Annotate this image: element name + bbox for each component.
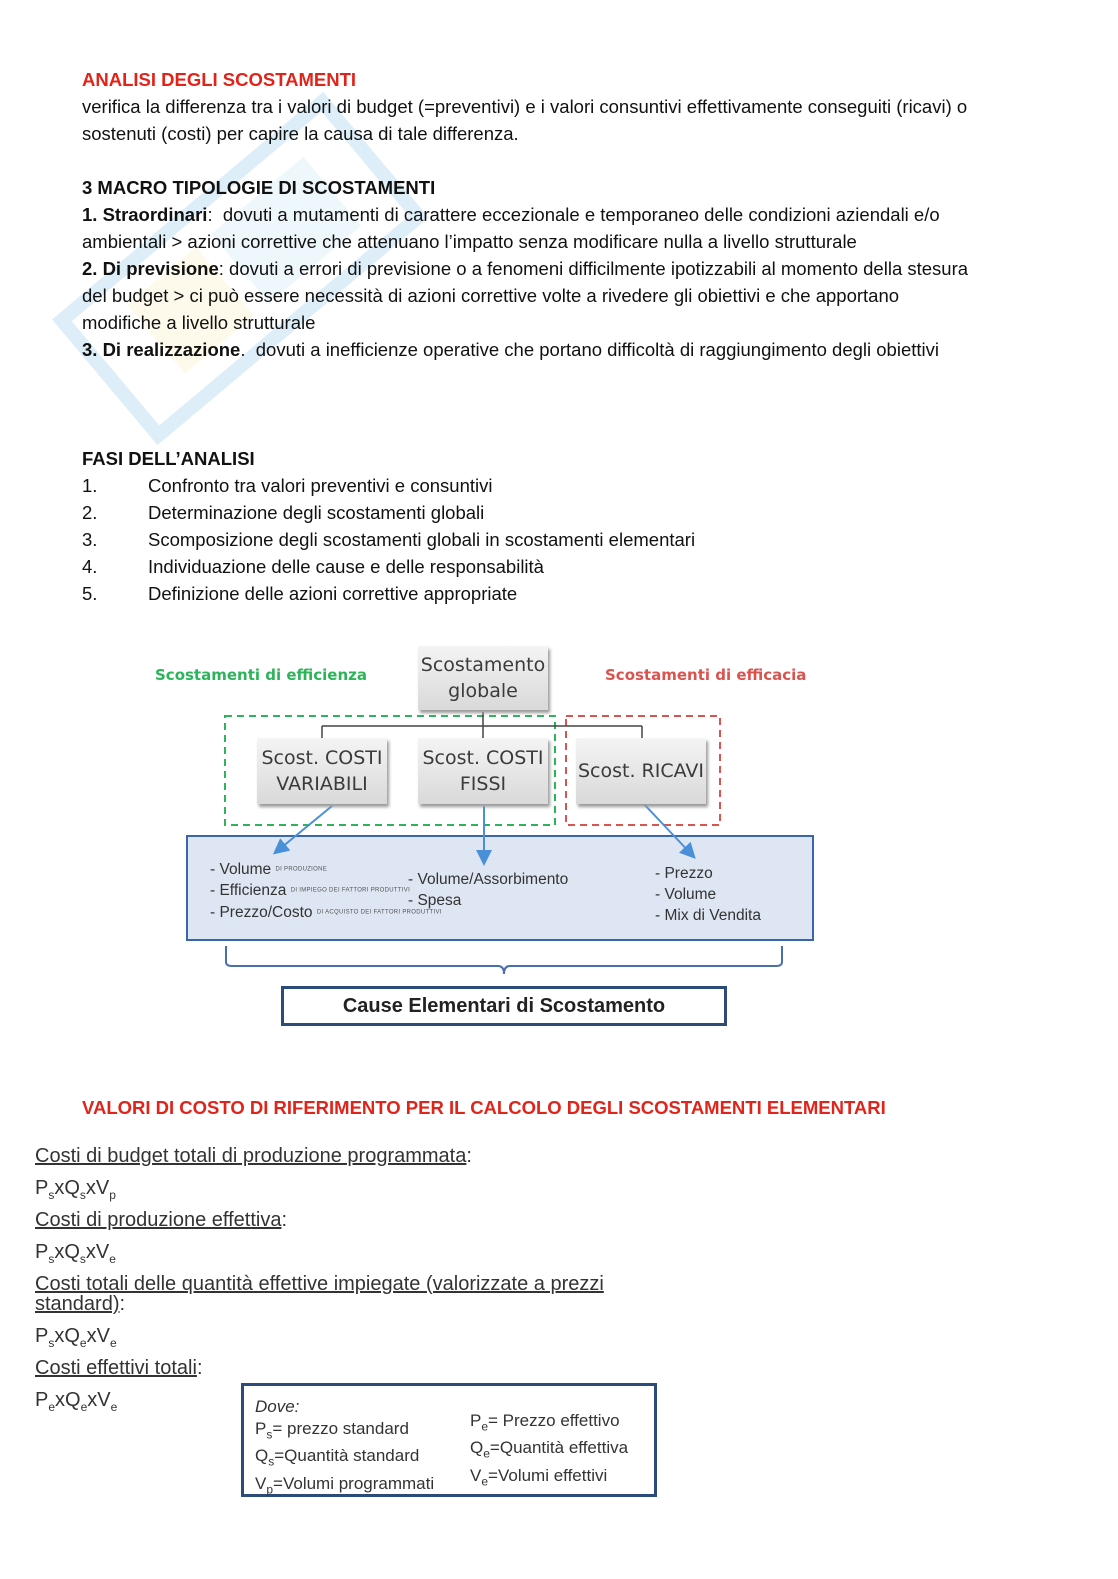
legend-text: =Quantità effettiva [489,1438,629,1458]
causes-variabili [210,859,442,923]
formula-label-row [35,1274,735,1294]
list-item [210,902,442,923]
tipologia-item [82,201,982,255]
section-title-valori: VALORI DI COSTO DI RIFERIMENTO PER IL CALCOLO DEGLI SCOSTAMENTI ELEMENTARI [82,1097,886,1118]
list-item [82,472,982,499]
legend-text: =Volumi programmati [273,1473,435,1493]
box-line: Scost. COSTI [422,747,544,769]
label-efficacia: Scostamenti di efficacia [605,666,807,684]
list-item: - Spesa [408,892,462,909]
legend-row: $V_p=Volumi$ programmati [255,1473,435,1497]
step-number: 5. [82,583,98,604]
legend-row: $Q_e=Quantità$ effettiva [470,1438,629,1461]
legend-row: $P_e=$ Prezzo effettivo [470,1411,620,1434]
section-body-analisi: verifica la differenza tra i valori di budget (=preventivi) e i valori consuntivi effettivamente conseguiti (ricavi) o sostenuti (costi) per capire la causa di tale differenza. [82,96,968,144]
box-line: Scostamento [420,654,546,676]
box-costi-fissi [418,738,548,804]
formulas-block [35,1140,735,1416]
list-item [82,553,982,580]
box-ricavi: Scost. RICAVI [576,738,706,804]
list-item: - Volume [655,886,717,903]
formula-label-row: standard): [35,1293,126,1315]
formula-row: $P_sxQ_sxV_e$ [35,1241,116,1266]
legend-box [241,1383,657,1497]
formula-label-row: Costi di budget totali di produzione programmata: [35,1145,472,1167]
tipologia-separator: . [240,339,256,360]
formula-label: Costi totali delle quantità effettive impiegate (valorizzate a prezzi [35,1273,604,1295]
section-valori-costo [82,1094,982,1121]
formula-label: standard) [35,1293,120,1315]
step-number: 1. [82,475,98,496]
tipologia-text: dovuti a inefficienze operative che portano difficoltà di raggiungimento degli obiettivi [255,339,939,360]
list-item [82,580,982,607]
section-title-macro: 3 MACRO TIPOLOGIE DI SCOSTAMENTI [82,177,436,198]
label-efficienza: Scostamenti di efficienza [155,666,367,684]
scostamenti-diagram [150,640,830,1040]
list-item [210,859,442,880]
legend-row: $V_e=Volumi$ effettivi [470,1465,608,1489]
brace-icon [226,946,782,974]
box-line: Scost. COSTI [261,747,383,769]
cause-note: DI ACQUISTO DEI FATTORI PRODUTTIVI [316,909,442,916]
section-macro-tipologie [82,174,982,363]
causes-ricavi [655,863,761,926]
step-text: Definizione delle azioni correttive appropriate [148,583,518,604]
step-text: Determinazione degli scostamenti globali [148,502,485,523]
fasi-list [82,472,982,607]
list-item [82,499,982,526]
list-item: - Volume/Assorbimento [408,871,569,888]
cause-elementari-box: Cause Elementari di Scostamento [281,986,727,1026]
legend-col-effettivo [470,1410,628,1492]
section-title-fasi: FASI DELL’ANALISI [82,448,255,469]
box-line: globale [448,680,518,702]
step-text: Individuazione delle cause e delle responsabilità [148,556,544,577]
formula-label: Costi effettivi totali [35,1357,197,1379]
tipologia-label: 3. Di realizzazione [82,339,241,360]
legend-text: = prezzo standard [272,1419,409,1438]
legend-row: $P_s=$ prezzo standard [255,1419,409,1442]
formula-label-row: Costi di produzione effettiva: [35,1209,288,1231]
tipologia-item [82,255,982,336]
legend-text: =Volumi effettivi [488,1465,608,1485]
step-number: 3. [82,529,98,550]
tipologia-text: dovuti a errori di previsione o a fenomeni difficilmente ipotizzabili al momento della stesura del budget > ci può essere necessità di azioni correttive volte a rivedere gli obiettivi e che apportano modifiche a livello strutturale [82,258,969,333]
tipologia-label: 1. Straordinari [82,204,208,225]
formula-label: Costi di produzione effettiva [35,1209,282,1231]
tipologia-item [82,336,982,363]
cause-note: DI IMPIEGO DEI FATTORI PRODUTTIVI [290,887,411,894]
legend-text: =Quantità standard [274,1446,420,1466]
step-number: 2. [82,502,98,523]
tipologia-text: dovuti a mutamenti di carattere eccezionale e temporaneo delle condizioni aziendali e/o ambientali > azioni correttive che attenuano l’impatto senza modificare nulla a livello strutturale [82,204,940,252]
cause-text: - Prezzo/Costo [210,903,313,921]
box-scostamento-globale [418,646,548,710]
causes-fissi [408,869,568,911]
legend-row: $Q_s=Quantità$ standard [255,1446,420,1469]
section-fasi [82,445,982,607]
list-item: - Mix di Vendita [655,907,761,924]
cause-text: - Efficienza [210,882,287,900]
step-text: Confronto tra valori preventivi e consuntivi [148,475,493,496]
step-number: 4. [82,556,98,577]
legend-col-standard [255,1396,434,1500]
formula-label-row: Costi effettivi totali: [35,1357,203,1379]
section-title-analisi: ANALISI DEGLI SCOSTAMENTI [82,69,357,90]
section-analisi [82,66,982,147]
box-line: VARIABILI [276,773,368,795]
formula-label: Costi di budget totali di produzione programmata [35,1145,467,1167]
tipologia-separator: : [207,204,223,225]
formula-row: $P_sxQ_sxV_p$ [35,1177,116,1202]
list-item [210,880,442,901]
list-item [82,526,982,553]
list-item: - Prezzo [655,865,713,882]
cause-note: DI PRODUZIONE [275,866,328,873]
formula-row: $P_exQ_exV_e$ [35,1389,118,1414]
box-costi-variabili [257,738,387,804]
formula-row: $P_sxQ_exV_e$ [35,1325,117,1350]
cause-text: - Volume [210,861,272,878]
tipologia-label: 2. Di previsione [82,258,219,279]
step-text: Scomposizione degli scostamenti globali in scostamenti elementari [148,529,696,550]
legend-title: Dove: [255,1397,300,1416]
tipologia-separator: : [218,258,230,279]
box-line: FISSI [459,773,507,795]
legend-text: = Prezzo effettivo [488,1411,620,1430]
